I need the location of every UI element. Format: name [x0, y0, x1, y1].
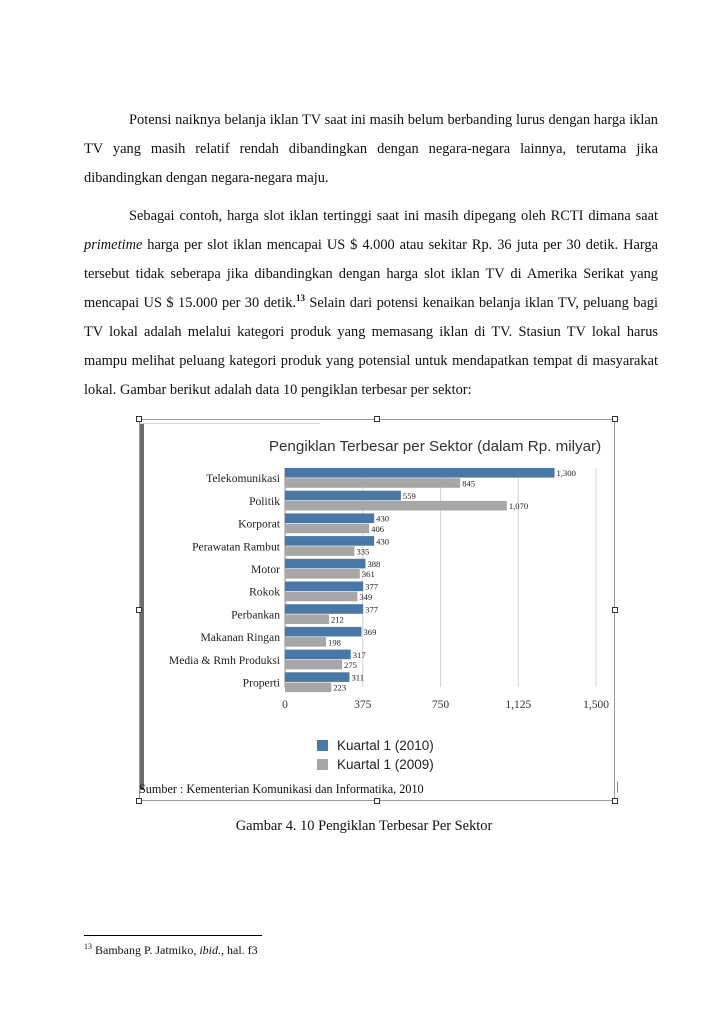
resize-handle-bottom-right[interactable]	[612, 798, 618, 804]
bar-value-label: 845	[462, 478, 476, 489]
resize-handle-bottom-left[interactable]	[136, 798, 142, 804]
bar-value-label: 406	[371, 523, 385, 534]
x-tick-label: 750	[431, 699, 450, 711]
bar-2009	[285, 501, 507, 511]
category-label: Telekomunikasi	[206, 472, 280, 486]
chart-legend	[317, 738, 434, 772]
footnote	[84, 943, 258, 958]
category-label: Properti	[242, 676, 280, 690]
bar-2010	[285, 559, 365, 569]
bar-chart	[139, 419, 615, 801]
bar-2010	[285, 582, 363, 592]
bar-value-label: 223	[333, 682, 347, 693]
resize-handle-top-center[interactable]	[374, 416, 380, 422]
legend-label-2010: Kuartal 1 (2010)	[337, 738, 434, 753]
category-label: Korporat	[238, 517, 280, 531]
bar-value-label: 317	[352, 649, 366, 660]
bar-value-label: 335	[356, 546, 370, 557]
bar-2009	[285, 660, 342, 670]
bar-value-label: 275	[344, 660, 357, 670]
x-tick-label: 1,500	[583, 699, 609, 711]
bar-value-label: 311	[351, 672, 365, 683]
bar-2009	[285, 569, 360, 579]
bar-value-label: 377	[365, 581, 379, 592]
footnote-number: 13	[84, 942, 92, 951]
bar-2010	[285, 672, 349, 682]
text-cursor-glyph: |	[616, 779, 620, 793]
paragraph-1: Potensi naiknya belanja iklan TV saat ini masih belum berbanding lurus dengan harga iklan TV yang masih relatif rendah dibandingkan dengan negara-negara lainnya, terutama jika dibandingkan dengan negara-negara maju.	[84, 112, 658, 186]
bar-2010	[285, 604, 363, 614]
bar-2009	[285, 614, 329, 624]
resize-handle-bottom-center[interactable]	[374, 798, 380, 804]
resize-handle-middle-left[interactable]	[136, 607, 142, 613]
chart-tick-labels	[282, 699, 609, 711]
bar-value-label: 388	[367, 559, 381, 569]
resize-handle-top-right[interactable]	[612, 416, 618, 422]
bar-value-label: 1,070	[508, 501, 529, 512]
footnote-italic: ibid.,	[199, 943, 225, 957]
resize-handle-middle-right[interactable]	[612, 607, 618, 613]
bar-value-label: 198	[328, 637, 341, 648]
bar-value-label: 430	[376, 536, 390, 547]
bar-2009	[285, 546, 354, 556]
bar-value-label: 1,300	[556, 468, 576, 479]
bar-value-label: 430	[376, 513, 390, 524]
bar-2009	[285, 592, 357, 602]
bar-2010	[285, 536, 374, 546]
footnote-ref: 13	[295, 293, 305, 303]
x-tick-label: 375	[354, 699, 372, 711]
legend-swatch-2009	[317, 759, 328, 770]
bar-value-label: 212	[330, 614, 344, 625]
chart-bars	[285, 468, 576, 693]
footnote-separator	[84, 935, 262, 936]
chart-category-labels	[169, 472, 281, 689]
category-label: Media & Rmh Produksi	[168, 653, 280, 667]
bar-2009	[285, 637, 326, 647]
bar-2010	[285, 491, 401, 501]
category-label: Rokok	[249, 585, 280, 599]
bar-2010	[285, 627, 362, 637]
bar-2009	[285, 683, 331, 693]
footnote-rest: hal. f3	[224, 943, 258, 957]
bar-value-label: 369	[363, 627, 377, 638]
paragraph-2	[84, 202, 658, 405]
chart-title: Pengiklan Terbesar per Sektor (dalam Rp. milyar)	[268, 438, 602, 455]
category-label: Politik	[249, 494, 280, 508]
bar-2010	[285, 513, 374, 523]
bar-value-label: 559	[402, 490, 416, 501]
category-label: Perbankan	[231, 608, 280, 622]
paragraph-2-italic: primetime	[84, 237, 143, 253]
bar-value-label: 377	[365, 604, 379, 615]
x-tick-label: 1,125	[505, 699, 532, 711]
category-label: Motor	[251, 563, 280, 576]
legend-swatch-2010	[317, 740, 328, 751]
bar-value-label: 361	[361, 569, 375, 580]
bar-2009	[285, 478, 460, 488]
category-label: Perawatan Rambut	[192, 540, 280, 554]
chart-source: Sumber : Kementerian Komunikasi dan Informatika, 2010	[139, 782, 424, 796]
paragraph-2-part3: Selain dari potensi kenaikan belanja iklan TV, peluang bagi TV lokal adalah melalui kategori produk yang memasang iklan di TV. Stasiun TV lokal harus mampu melihat peluang kategori produk yang potensial untuk mendapatkan tempat di masyarakat lokal. Gambar berikut adalah data 10 pengiklan terbesar per sektor:	[84, 295, 658, 398]
paragraph-2-part2: harga per slot iklan mencapai US $ 4.000 atau sekitar Rp. 36 juta per 30 detik. Harga tersebut tidak seberapa jika dibandingkan dengan harga slot iklan TV di Amerika Serikat yang mencapai US $ 15.000 per 30 detik.	[84, 237, 658, 311]
category-label: Makanan Ringan	[200, 631, 280, 645]
paragraph-2-part1: Sebagai contoh, harga slot iklan tertinggi saat ini masih dipegang oleh RCTI dimana saat	[129, 208, 658, 224]
bar-2010	[285, 468, 555, 478]
bar-2009	[285, 524, 369, 534]
bar-2010	[285, 650, 351, 660]
legend-label-2009: Kuartal 1 (2009)	[337, 757, 434, 772]
bar-value-label: 349	[359, 591, 373, 602]
resize-handle-top-left[interactable]	[136, 416, 142, 422]
x-tick-label: 0	[282, 699, 288, 711]
footnote-author: Bambang P. Jatmiko,	[95, 943, 200, 957]
figure-caption: Gambar 4. 10 Pengiklan Terbesar Per Sektor	[235, 818, 493, 834]
